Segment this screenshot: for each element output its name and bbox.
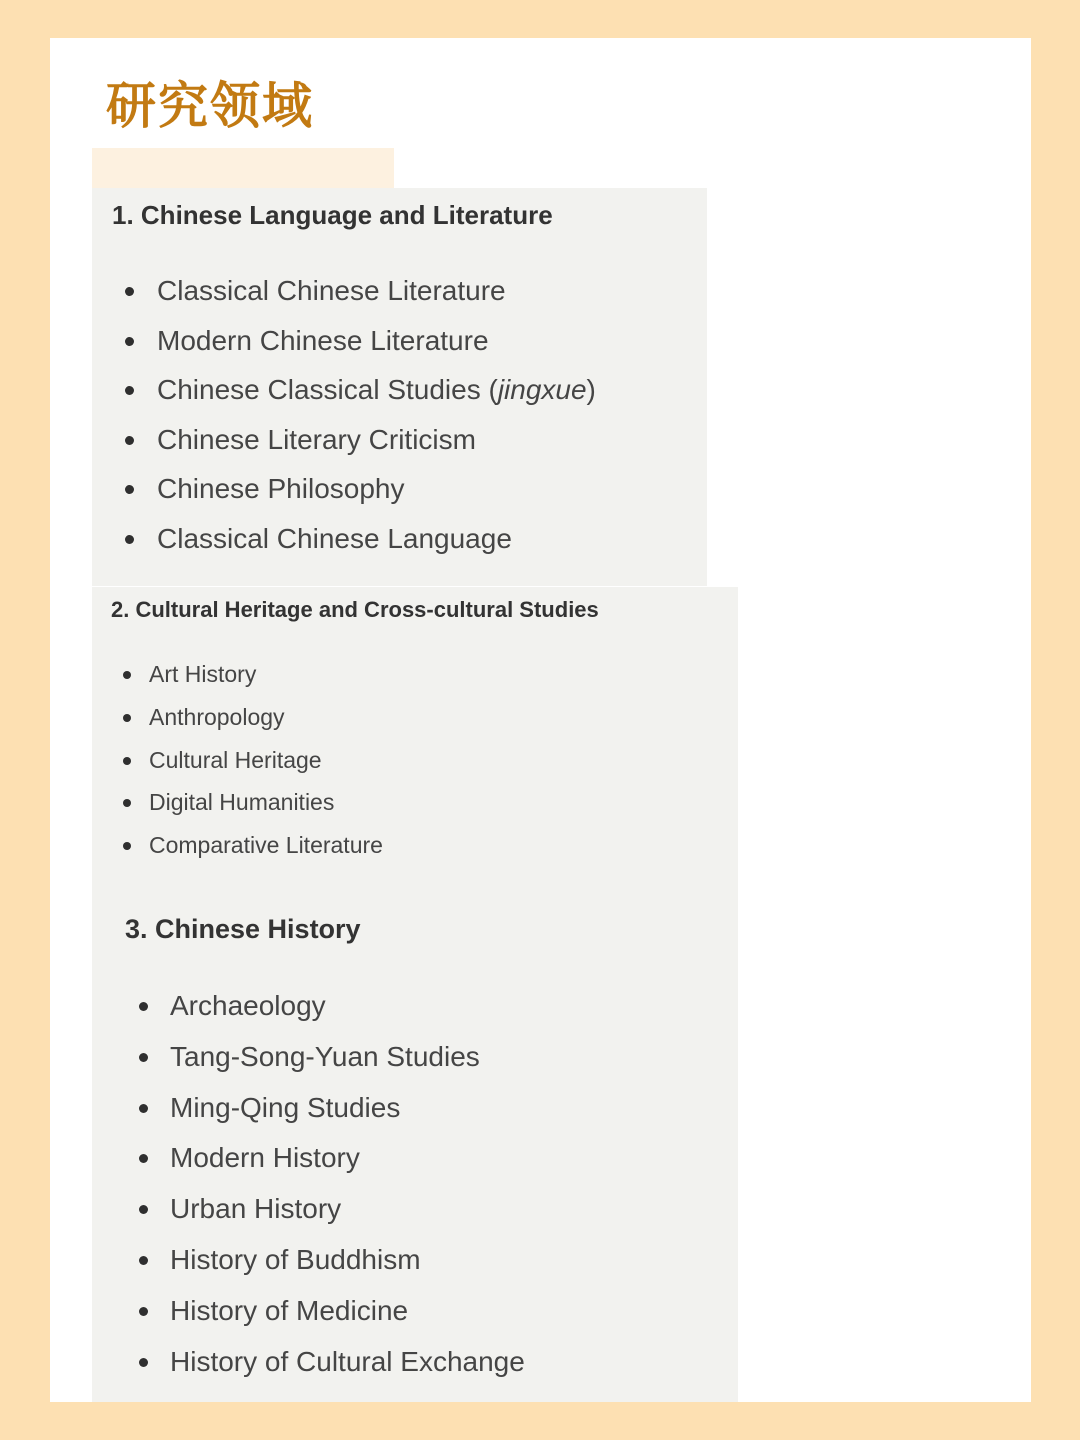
list-item [125,519,596,569]
section-cultural-heritage-history [92,587,738,1402]
section-heading: 2. Cultural Heritage and Cross-cultural Studies [111,597,599,622]
bullet-icon [125,386,134,395]
bullet-icon [125,535,134,544]
list-item [125,321,596,371]
bullet-icon [139,1104,148,1113]
page-title: 研究领域 [106,77,314,135]
list-item [139,1291,525,1342]
list-item-text: Comparative Literature [149,832,383,859]
section-list [123,658,383,872]
list-item [123,786,383,829]
list-item [123,829,383,872]
list-item-suffix: ) [586,374,596,406]
section-list [139,986,525,1392]
bullet-icon [139,1358,148,1367]
list-item-text: Urban History [170,1193,342,1225]
bullet-icon [123,799,131,807]
title-block [92,74,392,160]
list-item [123,658,383,701]
list-item-text: Archaeology [170,990,326,1021]
list-item-text: Classical Chinese Language [157,522,512,554]
list-item-text: Modern History [170,1142,360,1174]
bullet-icon [139,1002,148,1011]
bullet-icon [125,485,134,494]
list-item [123,744,383,787]
list-item-text: Ming-Qing Studies [170,1091,401,1123]
list-item-text: Tang-Song-Yuan Studies [170,1040,480,1072]
bullet-icon [123,757,131,765]
list-item-text: Classical Chinese Literature [157,275,506,306]
list-item-text: Digital Humanities [149,789,335,816]
list-item [139,986,525,1037]
list-item [139,1138,525,1189]
bullet-icon [139,1205,148,1214]
list-item [125,370,596,420]
section-list [125,271,596,569]
bullet-icon [123,671,131,679]
list-item [123,701,383,744]
list-item [139,1189,525,1240]
section-heading: 1. Chinese Language and Literature [112,200,553,230]
section-chinese-language-literature [92,188,707,586]
bullet-icon [139,1053,148,1062]
content-card [50,38,1031,1402]
list-item-text: Chinese Literary Criticism [157,423,476,455]
list-item-text: History of Buddhism [170,1243,421,1275]
list-item [125,420,596,470]
list-item-text: History of Cultural Exchange [170,1345,525,1377]
list-item [139,1240,525,1291]
section-heading: 3. Chinese History [125,914,361,944]
list-item-text: History of Medicine [170,1294,409,1326]
list-item [139,1342,525,1393]
list-item [139,1088,525,1139]
list-item [125,469,596,519]
list-item-text: Chinese Classical Studies ( [157,374,498,406]
list-item-text: Chinese Philosophy [157,473,405,505]
list-item-italic: jingxue [497,374,587,406]
list-item [139,1037,525,1088]
list-item-text: Cultural Heritage [149,746,322,773]
list-item-text: Modern Chinese Literature [157,324,489,356]
bullet-icon [125,337,134,346]
bullet-icon [123,714,131,722]
bullet-icon [125,287,134,296]
bullet-icon [139,1256,148,1265]
bullet-icon [139,1307,148,1316]
bullet-icon [123,842,131,850]
bullet-icon [139,1154,148,1163]
list-item-text: Art History [149,661,257,687]
list-item-text: Anthropology [149,703,285,730]
bullet-icon [125,436,134,445]
list-item [125,271,596,321]
